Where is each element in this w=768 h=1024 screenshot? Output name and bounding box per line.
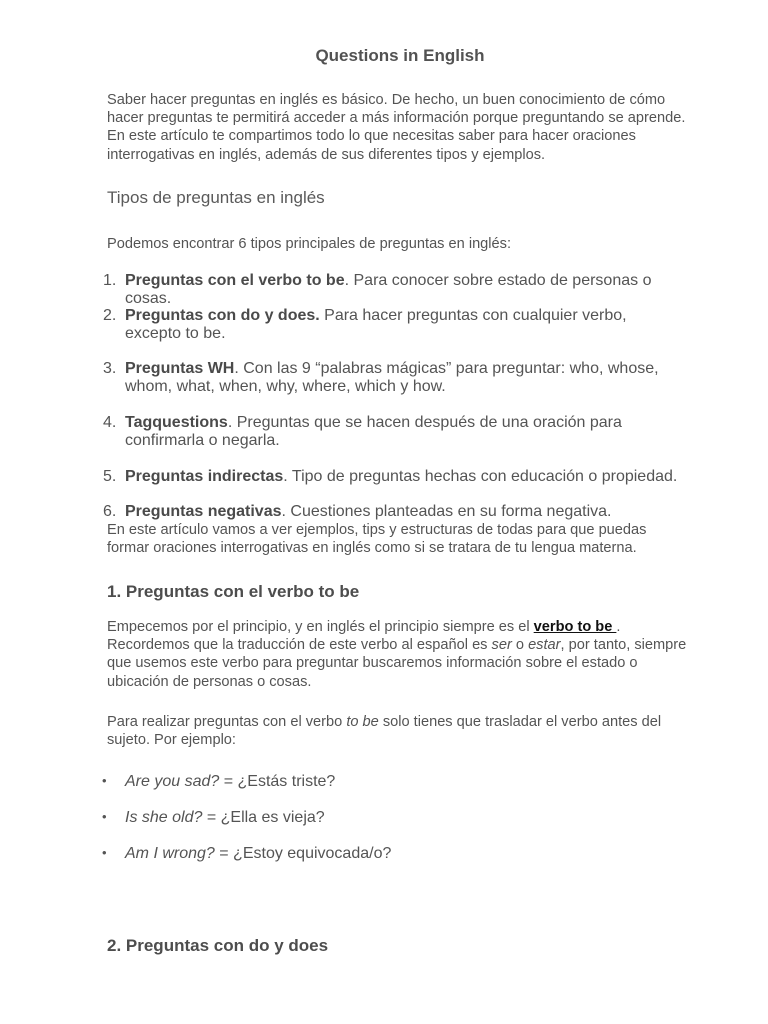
list-item-text: . Con las 9 “palabras mágicas” para preguntar: who, whose, whom, what, when, why, where, which y how. — [125, 360, 659, 395]
list-item-text: . Preguntas que se hacen después de una oración para confirmarla o negarla. — [125, 414, 622, 449]
list-item-text: . Tipo de preguntas hechas con educación o propiedad. — [283, 468, 678, 485]
text-run: solo tienes que trasladar el verbo antes del sujeto. Por ejemplo: — [107, 714, 662, 749]
list-number: 6. — [103, 503, 117, 520]
example-spanish: = ¿Estoy equivocada/o? — [214, 845, 392, 862]
text-run: o — [511, 637, 529, 654]
list-item-bold: Preguntas indirectas — [125, 468, 284, 485]
list-item — [103, 414, 687, 450]
list-item — [103, 503, 687, 521]
list-item-bold: Tagquestions — [125, 414, 228, 431]
verbo-to-be-link[interactable]: verbo to be — [533, 619, 617, 635]
list-item — [103, 307, 687, 343]
list-item-bold: Preguntas con el verbo to be — [125, 272, 345, 289]
list-item-text: Para hacer preguntas con cualquier verbo, excepto to be. — [125, 307, 627, 342]
list-item-text: . Para conocer sobre estado de personas o cosas. — [125, 272, 652, 307]
example-spanish: = ¿Estás triste? — [219, 773, 336, 790]
list-number: 4. — [103, 414, 117, 431]
text-run: Para realizar preguntas con el verbo — [107, 714, 347, 730]
list-item-text: . Cuestiones planteadas en su forma negativa. — [281, 503, 612, 520]
example-item — [102, 773, 687, 791]
list-number: 5. — [103, 468, 117, 485]
section-1-paragraph-1 — [107, 618, 687, 691]
italic-estar: estar — [528, 637, 561, 654]
list-item — [103, 468, 687, 486]
types-outro — [107, 521, 687, 557]
example-english: Am I wrong? — [125, 845, 215, 862]
text-run: , por tanto, siempre que usemos este verbo para preguntar buscaremos información sobre el estado o ubicación de personas o cosas. — [107, 637, 687, 690]
example-english: Is she old? — [125, 809, 203, 826]
bullet-icon: • — [102, 809, 107, 824]
example-item — [102, 845, 687, 863]
example-spanish: = ¿Ella es vieja? — [202, 809, 325, 826]
list-item-bold: Preguntas negativas — [125, 503, 282, 520]
list-item-bold: Preguntas con do y does. — [125, 307, 320, 324]
section-2-heading: 2. Preguntas con do y does — [107, 936, 329, 955]
types-heading: Tipos de preguntas en inglés — [107, 188, 325, 207]
types-lead — [107, 235, 687, 253]
bullet-icon: • — [102, 845, 107, 860]
italic-ser: ser — [491, 637, 512, 654]
text-run: . Recordemos que la traducción de este verbo al español es — [107, 619, 621, 654]
types-lead-text: Podemos encontrar 6 tipos principales de preguntas en inglés: — [107, 236, 512, 252]
intro-text: Saber hacer preguntas en inglés es básico. De hecho, un buen conocimiento de cómo hacer preguntas te permitirá acceder a más información porque preguntando se aprende. En este artículo te compartimos todo lo que necesitas saber para hacer oraciones interrogativas en inglés, además de sus diferentes tipos y ejemplos. — [107, 92, 686, 163]
list-number: 1. — [103, 272, 117, 289]
list-number: 2. — [103, 307, 117, 324]
types-outro-text: En este artículo vamos a ver ejemplos, tips y estructuras de todas para que puedas formar oraciones interrogativas en inglés como si se tratara de tu lengua materna. — [107, 522, 647, 557]
list-number: 3. — [103, 360, 117, 377]
section-1-heading: 1. Preguntas con el verbo to be — [107, 582, 360, 601]
section-1-paragraph-2 — [107, 713, 687, 749]
text-run: Empecemos por el principio, y en inglés el principio siempre es el — [107, 619, 534, 635]
intro-paragraph — [107, 91, 687, 164]
list-item — [103, 272, 687, 308]
list-item-bold: Preguntas WH — [125, 360, 235, 377]
example-item — [102, 809, 687, 827]
list-item — [103, 360, 687, 396]
italic-to-be: to be — [346, 714, 379, 730]
example-english: Are you sad? — [125, 773, 220, 790]
page-title: Questions in English — [315, 46, 485, 65]
bullet-icon: • — [102, 773, 107, 788]
